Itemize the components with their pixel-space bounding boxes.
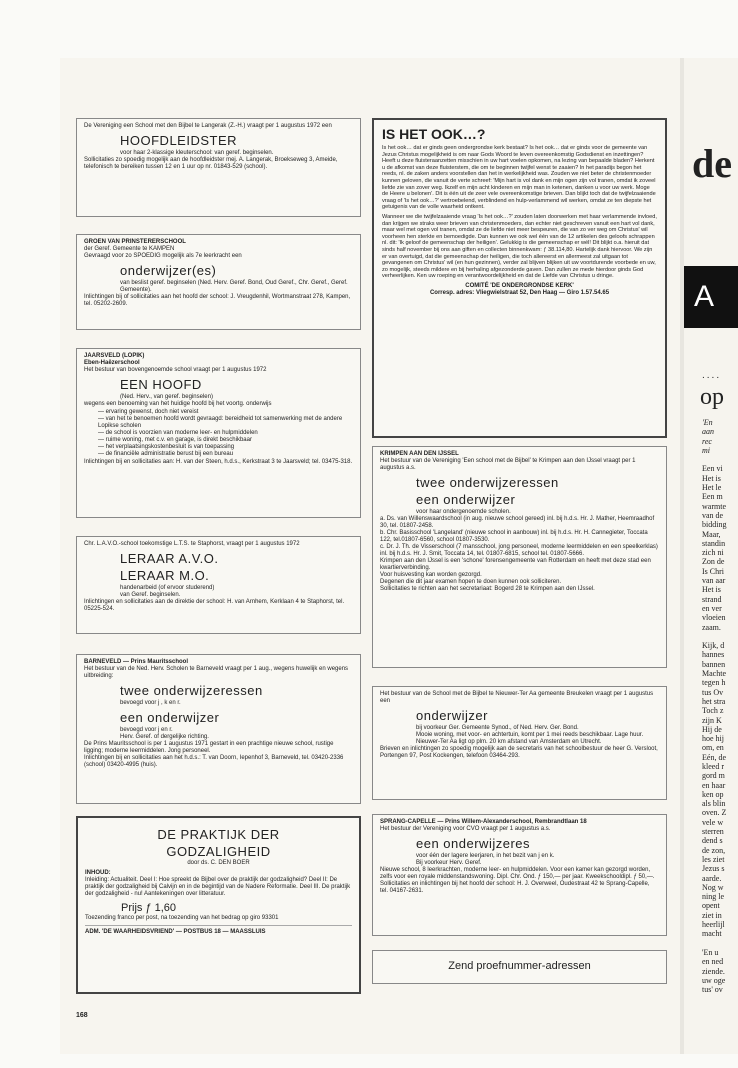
ad-position-1: LERAAR A.V.O. bbox=[120, 551, 219, 566]
text-line: Het le bbox=[702, 483, 722, 493]
text-line: ken op bbox=[702, 789, 724, 799]
ad-zend-proefnummer bbox=[372, 950, 667, 984]
ad-detail: (Ned. Herv., van geref. beginselen) bbox=[120, 394, 213, 400]
book-title-line-2: GODZALIGHEID bbox=[166, 844, 271, 859]
shipping-note: Toezending franco per post, na toezending van het bedrag op giro 93301 bbox=[85, 915, 279, 921]
ad-position: EEN HOOFD bbox=[120, 377, 202, 392]
text-line: hannes bbox=[702, 650, 725, 660]
list-item: — ruime woning, met c.v. en garage, is direkt beschikbaar bbox=[98, 437, 353, 444]
right-page-subheading: op bbox=[700, 384, 724, 410]
text-line: Jezus s bbox=[702, 864, 725, 874]
list-item: c. Dr. J. Th. de Visserschool (7 mansschool, jong personeel, moderne leermiddelen en een speelkerklas) inl. bij h.d.s. Hr. J. Smit, Toccata 14, tel. 01807-6815, school tel. 01807-5666. bbox=[380, 544, 658, 557]
ad-intro: Het bestuur van de School met de Bijbel te Nieuwer-Ter Aa gemeente Breukelen vraagt per 1 augustus een bbox=[380, 691, 654, 704]
text-line: Maar, bbox=[702, 529, 721, 539]
article-address: Corresp. adres: Vliegwielstraat 52, Den Haag — Giro 1.57.54.65 bbox=[429, 289, 610, 296]
text-line: ziet in bbox=[702, 910, 722, 920]
ad-body: De Prins Mauritsschool is per 1 augustus 1971 gestart in een prachtige nieuwe school, rustige ligging; moderne leermiddelen. Jong personeel. bbox=[84, 741, 334, 754]
text-line bbox=[702, 939, 738, 948]
ad-position-2: een onderwijzer bbox=[416, 492, 516, 507]
ad-position-2: LERAAR M.O. bbox=[120, 568, 210, 583]
text-line: ziende. bbox=[702, 966, 725, 976]
right-page bbox=[684, 58, 738, 1054]
text-line: vele w bbox=[702, 817, 724, 827]
ad-sprang-capelle bbox=[372, 814, 667, 936]
ad-body: Degenen die dit jaar examen hopen te doen kunnen ook solliciteren. bbox=[380, 579, 562, 585]
ad-position-1: twee onderwijzeressen bbox=[120, 683, 263, 698]
text-line: Een m bbox=[702, 492, 723, 502]
ad-position-1: twee onderwijzeressen bbox=[416, 475, 559, 490]
ad-intro: Het bestuur der Vereniging voor CVO vraagt per 1 augustus a.s. bbox=[380, 826, 551, 832]
ad-position: onderwijzer(es) bbox=[120, 263, 217, 278]
list-item: — de financiële administratie berust bij een bureau bbox=[98, 451, 353, 458]
text-line: hoe hij bbox=[702, 734, 724, 744]
text-line: Het is bbox=[702, 585, 721, 595]
ad-body: Inlichtingen bij en sollicitaties aan: H. van der Steen, h.d.s., Kerkstraat 3 te Jaarsveld; tel. 03475-318. bbox=[84, 459, 353, 465]
text-line: het stra bbox=[702, 696, 726, 706]
ad-subheading: Eben-Haëzerschool bbox=[84, 360, 140, 366]
book-contents: Inleiding: Actualiteit. Deel I: Hoe spreekt de Bijbel over de praktijk der godzaligheid? Deel II: De praktijk der godzaligheid bij Calvijn en in de begintijd van de Nadere Reformatie. Deel III. De praktijk der godzaligheid - nu! Aantekeningen over litteratuur. bbox=[85, 877, 351, 897]
text-line bbox=[702, 455, 738, 464]
ad-detail: van Geref. beginselen. bbox=[120, 592, 181, 598]
ad-label: Zend proefnummer-adressen bbox=[448, 960, 591, 972]
ad-body: Inlichtingen en sollicitaties aan de direktie der school: H. van Arnhem, Kerklaan 4 te Staphorst, tel. 05225-524. bbox=[84, 599, 345, 612]
ad-krimpen bbox=[372, 446, 667, 668]
ad-detail: van beslist geref. beginselen (Ned. Herv. Geref. Bond, Oud Geref., Chr. Geref., Geref. Gemeente). bbox=[120, 280, 348, 293]
ad-heading: GROEN VAN PRINSTERERSCHOOL bbox=[84, 239, 186, 245]
list-item: — ervaring gewenst, doch niet vereist bbox=[98, 409, 353, 416]
ad-position: een onderwijzeres bbox=[416, 836, 531, 851]
text-line: strand bbox=[702, 594, 722, 604]
text-line: dend s bbox=[702, 836, 723, 846]
text-line: opent bbox=[702, 901, 720, 911]
ad-lead: wegens een benoeming van het huidige hoofd bij het voortg. onderwijs bbox=[84, 401, 272, 407]
list-item: — de school is voorzien van moderne leer- en hulpmiddelen bbox=[98, 430, 353, 437]
text-line: 'En u bbox=[702, 947, 719, 957]
text-line: om, en bbox=[702, 743, 724, 753]
ad-body: Voor huisvesting kan worden gezorgd. bbox=[380, 572, 482, 578]
article-paragraph: Wanneer we die twijfelzaaiende vraag 'Is het ook…?' zouden laten doorwerken met haar verlammende invloed, dan krijgen we straks weer brieven van christenmoeders, dan echter niet geschreven vanuit een hart vol dank, maar wel met ogen vol tranen, omdat ze de liefde niet meer bespeuren, die van zo ver weg om Christus' wil voorheen hen sterkte en bemoedigde. Dan kunnen we ook wel één van de 12 artikelen des geloofs schrappen nl. dit: 'Ik geloof de gemeenschap der heiligen'. Gelukkig is die gemeenschap er wél! Dit blijkt o.a. hieruit dat sinds half november bij ons aan giften en collecten binnenkwam: ƒ 38.114,80. Hartelijk dank hiervoor. We zijn er van overtuigd, dat die gemeenschap der heiligen, die toch allereerst en allermeest zal uitgaan tot gevangenen om Christus' wil (en hun gezinnen), verder zal blijven blijken uit uw voortdurende voorbede en uw, zo mogelijk, steeds mildere en bij herhaling afgezonderde gaven. Dan zullen ze mede hierdoor ginds God verheerlijken. Ken uw roeping en verantwoordelijkheid en dat de Liefde van Christus u dringe. bbox=[382, 213, 657, 280]
ad-detail: bij voorkeur Ger. Gemeente Synod., of Ned. Herv. Ger. Bond. bbox=[416, 725, 579, 731]
book-price: Prijs ƒ 1,60 bbox=[121, 902, 177, 914]
article-title: IS HET OOK…? bbox=[382, 126, 486, 142]
text-line: tegen h bbox=[702, 678, 726, 688]
text-line: Nog w bbox=[702, 882, 724, 892]
right-page-text bbox=[702, 418, 738, 994]
ad-intro: Het bestuur van bovengenoemde school vraagt per 1 augustus 1972 bbox=[84, 367, 267, 373]
list-item: — het verplaatsingskostenbesluit is van toepassing bbox=[98, 444, 353, 451]
text-line: les ziet bbox=[702, 854, 725, 864]
ad-detail: voor één der lagere leerjaren, in het bezit van j en k. bbox=[416, 853, 555, 859]
ad-jaarsveld bbox=[76, 348, 361, 518]
text-line: sterren bbox=[702, 827, 724, 837]
text-line: Het is bbox=[702, 473, 721, 483]
ad-intro: Gevraagd voor zo SPOEDIG mogelijk als 7e leerkracht een bbox=[84, 253, 242, 259]
text-line: bannen bbox=[702, 659, 726, 669]
text-line: oven. Z bbox=[702, 808, 727, 818]
ad-detail: Herv. Geref. of dergelijke richting. bbox=[120, 734, 209, 740]
text-line: Machte bbox=[702, 669, 726, 679]
ad-body: Inlichtingen bij of sollicitaties aan het hoofd der school: J. Vreugdenhil, Wortmanstraat 278, Kampen, tel. 05202-2609. bbox=[84, 294, 351, 307]
text-line: kleed r bbox=[702, 761, 724, 771]
text-line: Kijk, d bbox=[702, 641, 725, 651]
right-page-dots: .... bbox=[702, 370, 722, 381]
text-line: en ver bbox=[702, 603, 722, 613]
text-line: en haar bbox=[702, 780, 726, 790]
text-line: heerlijl bbox=[702, 920, 725, 930]
ad-body: Sollicitaties en inlichtingen bij het hoofd der school: H. J. Overweel, Oudestraat 42 te Sprang-Capelle, tel. 04167-2631. bbox=[380, 881, 650, 894]
ad-nieuwer-ter-aa bbox=[372, 686, 667, 800]
text-line: Zon de bbox=[702, 557, 725, 567]
ad-staphorst bbox=[76, 536, 361, 634]
text-line: Is Chri bbox=[702, 566, 724, 576]
ad-detail: Mooie woning, met voor- en achtertuin, komt per 1 mei reeds beschikbaar. Lage huur. Nieuwer-Ter Aa ligt op plm. 20 km afstand van Amsterdam en Utrecht. bbox=[416, 732, 644, 745]
text-line: warmte bbox=[702, 501, 726, 511]
text-line: de zon, bbox=[702, 845, 726, 855]
article-signature: COMITÉ 'DE ONDERGRONDSE KERK' bbox=[465, 282, 574, 289]
book-title-line-1: DE PRAKTIJK DER bbox=[157, 827, 280, 842]
ad-heading: JAARSVELD (LOPIK) bbox=[84, 353, 145, 359]
text-line: zich ni bbox=[702, 548, 724, 558]
text-line: als blin bbox=[702, 799, 726, 809]
ad-body: Krimpen aan den IJssel is een 'schone' forensengemeente van Rotterdam en heeft met deze stad een kwartierverbinding. bbox=[380, 558, 651, 571]
book-author: door ds. C. DEN BOER bbox=[187, 860, 250, 866]
text-line: Hij de bbox=[702, 724, 722, 734]
list-item: a. Ds. van Willenswaardschool (in aug. nieuwe school gereed) inl. bij h.d.s. Hr. J. Mather, Heemraadhof 30, tel. 01807-2458. bbox=[380, 516, 655, 529]
ad-body: Sollicitaties zo spoedig mogelijk aan de hoofdleidster mej. A. Langerak, Broekseweg 3, Ameide, telefonisch te bereiken tussen 12 en 1 uur op nr. 01843-529 (school). bbox=[84, 157, 338, 170]
text-line: zaam. bbox=[702, 622, 721, 632]
ad-detail: handenarbeid (of ervoor studerend) bbox=[120, 585, 215, 591]
ad-detail: voor haar ondergenoemde scholen. bbox=[416, 509, 511, 515]
right-page-title-letter: A bbox=[694, 280, 715, 313]
divider bbox=[85, 925, 352, 926]
ad-heading: SPRANG-CAPELLE — Prins Willem-Alexanderschool, Rembrandtlaan 18 bbox=[380, 819, 587, 825]
list-item: — van het te benoemen hoofd wordt gevraagd: bereidheid tot samenwerking met de andere Lopikse scholen bbox=[98, 416, 353, 430]
ad-body: Nieuwe school, 8 leerkrachten, moderne leer- en hulpmiddelen. Voor een kamer kan gezorgd worden, zelfs voor een royale middenstandswoning. Dipl. Chr. Ond. ƒ 150,— per jaar. Kweekschooldipl. ƒ 50,—. bbox=[380, 867, 655, 880]
text-line: standin bbox=[702, 538, 726, 548]
text-line: uw oge bbox=[702, 975, 726, 985]
text-line: tus Ov bbox=[702, 687, 724, 697]
requirements-list bbox=[98, 409, 353, 458]
ad-position-2: een onderwijzer bbox=[120, 710, 220, 725]
text-line: van aar bbox=[702, 576, 726, 586]
text-line: gord m bbox=[702, 771, 725, 781]
text-line: vloeien bbox=[702, 613, 726, 623]
text-line: macht bbox=[702, 929, 722, 939]
text-line: Eén, de bbox=[702, 752, 726, 762]
text-line: rec bbox=[702, 436, 712, 446]
ad-detail: Bij voorkeur Herv. Geref. bbox=[416, 860, 482, 866]
ad-subheading: der Geref. Gemeente te KAMPEN bbox=[84, 246, 175, 252]
ad-body: Sollicitaties te richten aan het secretariaat: Bogerd 28 te Krimpen aan den IJssel. bbox=[380, 586, 595, 592]
text-line: en ned bbox=[702, 957, 724, 967]
inhoud-label: INHOUD: bbox=[85, 870, 111, 876]
ad-kampen bbox=[76, 234, 361, 330]
ad-body: Inlichtingen bij en sollicitaties aan het h.d.s.: T. van Doorn, Iepenhof 3, Barneveld, tel. 03420-2336 (school) 03420-4995 (huis). bbox=[84, 755, 344, 768]
ad-detail: voor haar 2-klassige kleuterschool: van geref. beginselen. bbox=[120, 150, 274, 156]
text-line: zijn K bbox=[702, 715, 722, 725]
ad-heading: KRIMPEN AAN DEN IJSSEL bbox=[380, 451, 459, 457]
ad-position: HOOFDLEIDSTER bbox=[120, 133, 238, 148]
article-is-het-ook bbox=[372, 118, 667, 438]
ad-position: onderwijzer bbox=[416, 708, 488, 723]
text-line: Toch z bbox=[702, 706, 724, 716]
school-list bbox=[380, 516, 659, 558]
list-item: b. Chr. Basisschool 'Langeland' (nieuwe school in aanbouw) inl. bij h.d.s. Hr. H. Cannegieter, Toccata 122, tel.01807-6560, school 01807-3530. bbox=[380, 530, 648, 543]
text-line: tus' ov bbox=[702, 985, 723, 995]
article-paragraph: Is het ook… dat er ginds geen ondergrondse kerk bestaat? Is het ook… dat er ginds voor de gemeente van Jezus Christus mogelijkheid is om naar Gods Woord te leven overeenkomstig Godsdienst en inzettingen? Heeft u deze fluisteraanzetten misschien in uw hart voelen opkomen, na lezing van bepaalde bladen? Herkent u de afkomst van deze fluisterstem, die om te beginnen twijfel wenst te zaaien? In het paradijs begon het reeds, nl. de zaken anders voorstellen dan het in werkelijkheid was. Zouden we niet beter de christenmoeder kunnen geloven, die vanuit de verte schreef: 'Mijn hart is vol dank en mijn ogen zijn vol tranen, omdat ik zoveel liefde zie van zover weg. Ikzelf en mijn acht kinderen en mijn man in ketenen, danken u voor uw werk. Moge de Heere u belonen'. Dit is één uit de zeer vele overeenkomstige brieven. Dan blijkt toch dat de twijfelzaaiende vraag of 'Is het ook…?' vertroebelend, verblindend en hulp-verlammend wil werken, omdat ze ten diepste het getuigenis van de volle waarheid ontkent. bbox=[382, 145, 656, 211]
ad-detail: bevoegd voor j en r. bbox=[120, 727, 173, 733]
ad-barneveld bbox=[76, 654, 361, 804]
ad-detail: bevoegd voor j , k en r. bbox=[120, 700, 181, 706]
text-line: ning le bbox=[702, 892, 724, 902]
text-line: van de bbox=[702, 510, 724, 520]
text-line bbox=[702, 632, 738, 641]
right-page-heading: de bbox=[692, 141, 732, 186]
ad-intro: Het bestuur van de Ned. Herv. Scholen te Barneveld vraagt per 1 aug., wegens huwelijk en wegens uitbreiding: bbox=[84, 666, 349, 679]
text-line: bidding bbox=[702, 520, 727, 530]
publisher-footer: ADM. 'DE WAARHEIDSVRIEND' — POSTBUS 18 — MAASSLUIS bbox=[85, 929, 266, 935]
ad-body: Brieven en inlichtingen zo spoedig mogelijk aan de secretaris van het schoolbestuur de heer G. Versloot, Portengen 97, Post Kockengen, telefoon 03464-293. bbox=[380, 746, 658, 759]
ad-langerak bbox=[76, 118, 361, 217]
ad-intro: Het bestuur van de Vereniging 'Een school met de Bijbel' te Krimpen aan den IJssel vraagt per 1 augustus a.s. bbox=[380, 458, 636, 471]
ad-intro: Chr. L.A.V.O.-school toekomstige L.T.S. te Staphorst, vraagt per 1 augustus 1972 bbox=[84, 541, 300, 547]
page-number: 168 bbox=[76, 1012, 88, 1019]
text-line: aan bbox=[702, 427, 714, 437]
ad-intro: De Vereniging een School met den Bijbel te Langerak (Z.-H.) vraagt per 1 augustus 1972 een bbox=[84, 123, 332, 129]
ad-praktijk-der-godzaligheid bbox=[76, 816, 361, 994]
right-page-title-bar bbox=[684, 266, 738, 328]
text-line: 'En bbox=[702, 418, 713, 427]
text-line: aarde. bbox=[702, 873, 722, 883]
ad-heading: BARNEVELD — Prins Mauritsschool bbox=[84, 659, 189, 665]
text-line: mi bbox=[702, 445, 710, 455]
text-line: Een vi bbox=[702, 464, 723, 474]
